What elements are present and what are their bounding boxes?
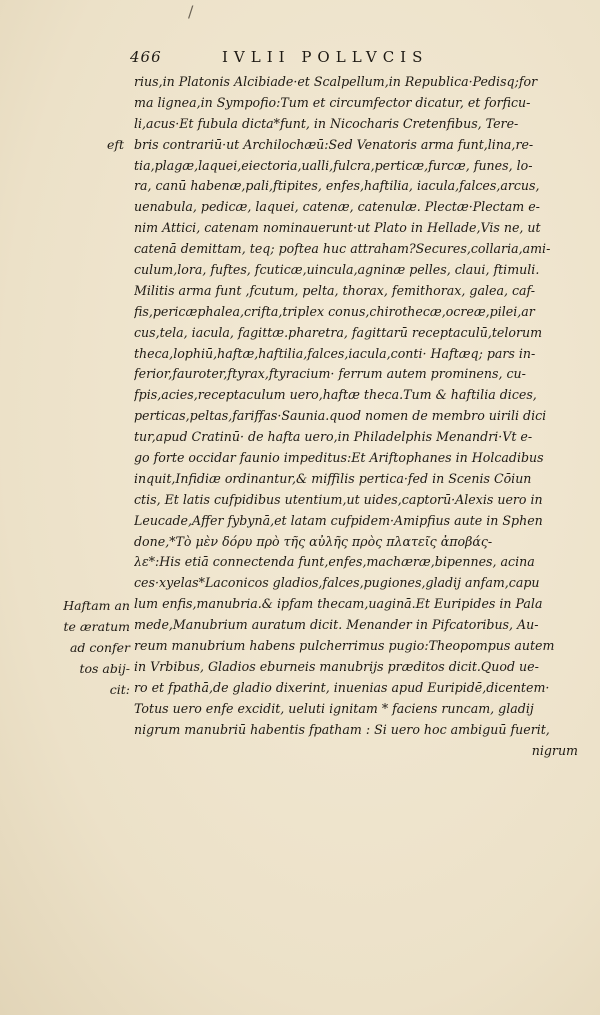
margin-note-line: tos abij- (79, 660, 130, 676)
running-title: IVLII POLLVCIS (222, 48, 429, 66)
text-line: in Vrbibus, Gladios eburneis manubrijs præditos dicit.Quod ue- (134, 658, 539, 674)
text-line: Militis arma funt ,fcutum, pelta, thorax, femithorax, galea, caf- (134, 282, 535, 298)
text-line: ro et fpathā,de gladio dixerint, inuenias apud Euripidē,dicentem· (134, 679, 550, 695)
text-line: inquit,Infidiæ ordinantur,& miffilis pertica·fed in Scenis Cōiun (134, 470, 532, 486)
text-line: cus,tela, iacula, fagittæ.pharetra, fagittarū receptaculū,telorum (134, 324, 543, 340)
body-text (134, 72, 584, 761)
text-line: ma lignea,in Sympofio:Tum et circumfector dicatur, et forficu- (134, 94, 531, 110)
page-number: 466 (130, 48, 162, 66)
text-line: Leucade,Affer fybynā,et latam cufpidem·Amipfius aute in Sphen (134, 512, 543, 528)
margin-note-line: ad confer (69, 639, 130, 655)
margin-note-line: Haftam an (63, 598, 130, 613)
running-header (130, 48, 590, 74)
text-line: go forte occidar faunio impeditus:Et Ariftophanes in Holcadibus (134, 450, 544, 466)
text-line: ra, canū habenæ,pali,ftipites, enfes,haftilia, iacula,falces,arcus, (134, 178, 540, 194)
text-line: done,*Τὸ μὲν δόρυ πρὸ τῆς αὐλῆς πρὸς πλατεῖς ἀποβάς- (134, 533, 493, 549)
text-line: ctis, Et latis cufpidibus utentium,ut uides,captorū·Alexis uero in (134, 491, 543, 507)
text-line: li,acus·Et fubula dicta*funt, in Nicocharis Cretenfibus, Tere- (134, 115, 519, 131)
text-line: catenā demittam, teq; poftea huc attraham?Secures,collaria,ami- (134, 241, 551, 257)
margin-note-top: eft (106, 137, 124, 152)
text-line: fis,pericæphalea,crifta,triplex conus,chirothecæ,ocreæ,pilei,ar (134, 303, 535, 319)
text-line: theca,lophiū,haftæ,haftilia,falces,iacula,conti· Haftæq; pars in- (134, 345, 536, 361)
text-line: nim Attici, catenam nominauerunt·ut Plato in Hellade,Vis ne, ut (134, 220, 541, 236)
text-line: rius,in Platonis Alcibiade·et Scalpellum,in Republica·Pedisq;for (134, 74, 538, 89)
text-line: ferior,fauroter,ftyrax,ftyracium· ferrum autem prominens, cu- (134, 366, 526, 382)
text-line: fpis,acies,receptaculum uero,haftæ theca.Tum & haftilia dices, (134, 387, 537, 403)
margin-note-line: te æratum (63, 618, 130, 634)
text-line: reum manubrium habens pulcherrimus pugio:Theopompus autem (134, 638, 555, 654)
text-line: mede,Manubrium auratum dicit. Menander in Pifcatoribus, Au- (134, 617, 539, 633)
pencil-mark-icon: / (188, 2, 194, 21)
text-line: ces·xyelas*Laconicos gladios,falces,pugiones,gladij anfam,capu (134, 575, 540, 591)
text-line: tia,plagæ,laquei,eiectoria,ualli,fulcra,perticæ,furcæ, funes, lo- (134, 157, 533, 173)
text-line: bris contrariū·ut Archilochæū:Sed Venatoris arma funt,lina,re- (134, 136, 534, 152)
margin-note (30, 596, 130, 700)
text-line: tur,apud Cratinū· de hafta uero,in Philadelphis Menandri·Vt e- (134, 429, 533, 445)
text-line: culum,lora, fuftes, fcuticæ,uincula,agninæ pelles, claui, ftimuli. (134, 262, 540, 278)
catchword: nigrum (531, 742, 578, 758)
margin-note-line: cit: (109, 681, 130, 697)
text-line: nigrum manubriū habentis fpatham : Si uero hoc ambiguū fuerit, (134, 721, 550, 737)
text-line: λε*:His etiā connectenda funt,enfes,machæræ,bipennes, acina (134, 554, 535, 570)
text-line: lum enfis,manubria.& ipfam thecam,uaginā.Et Euripides in Pala (134, 596, 543, 612)
text-line: uenabula, pedicæ, laquei, catenæ, catenulæ. Plectæ·Plectam e- (134, 199, 540, 215)
text-line: perticas,peltas,fariffas·Saunia.quod nomen de membro uirili dici (134, 408, 547, 424)
text-line: Totus uero enfe excidit, ueluti ignitam * faciens runcam, gladij (134, 700, 534, 716)
